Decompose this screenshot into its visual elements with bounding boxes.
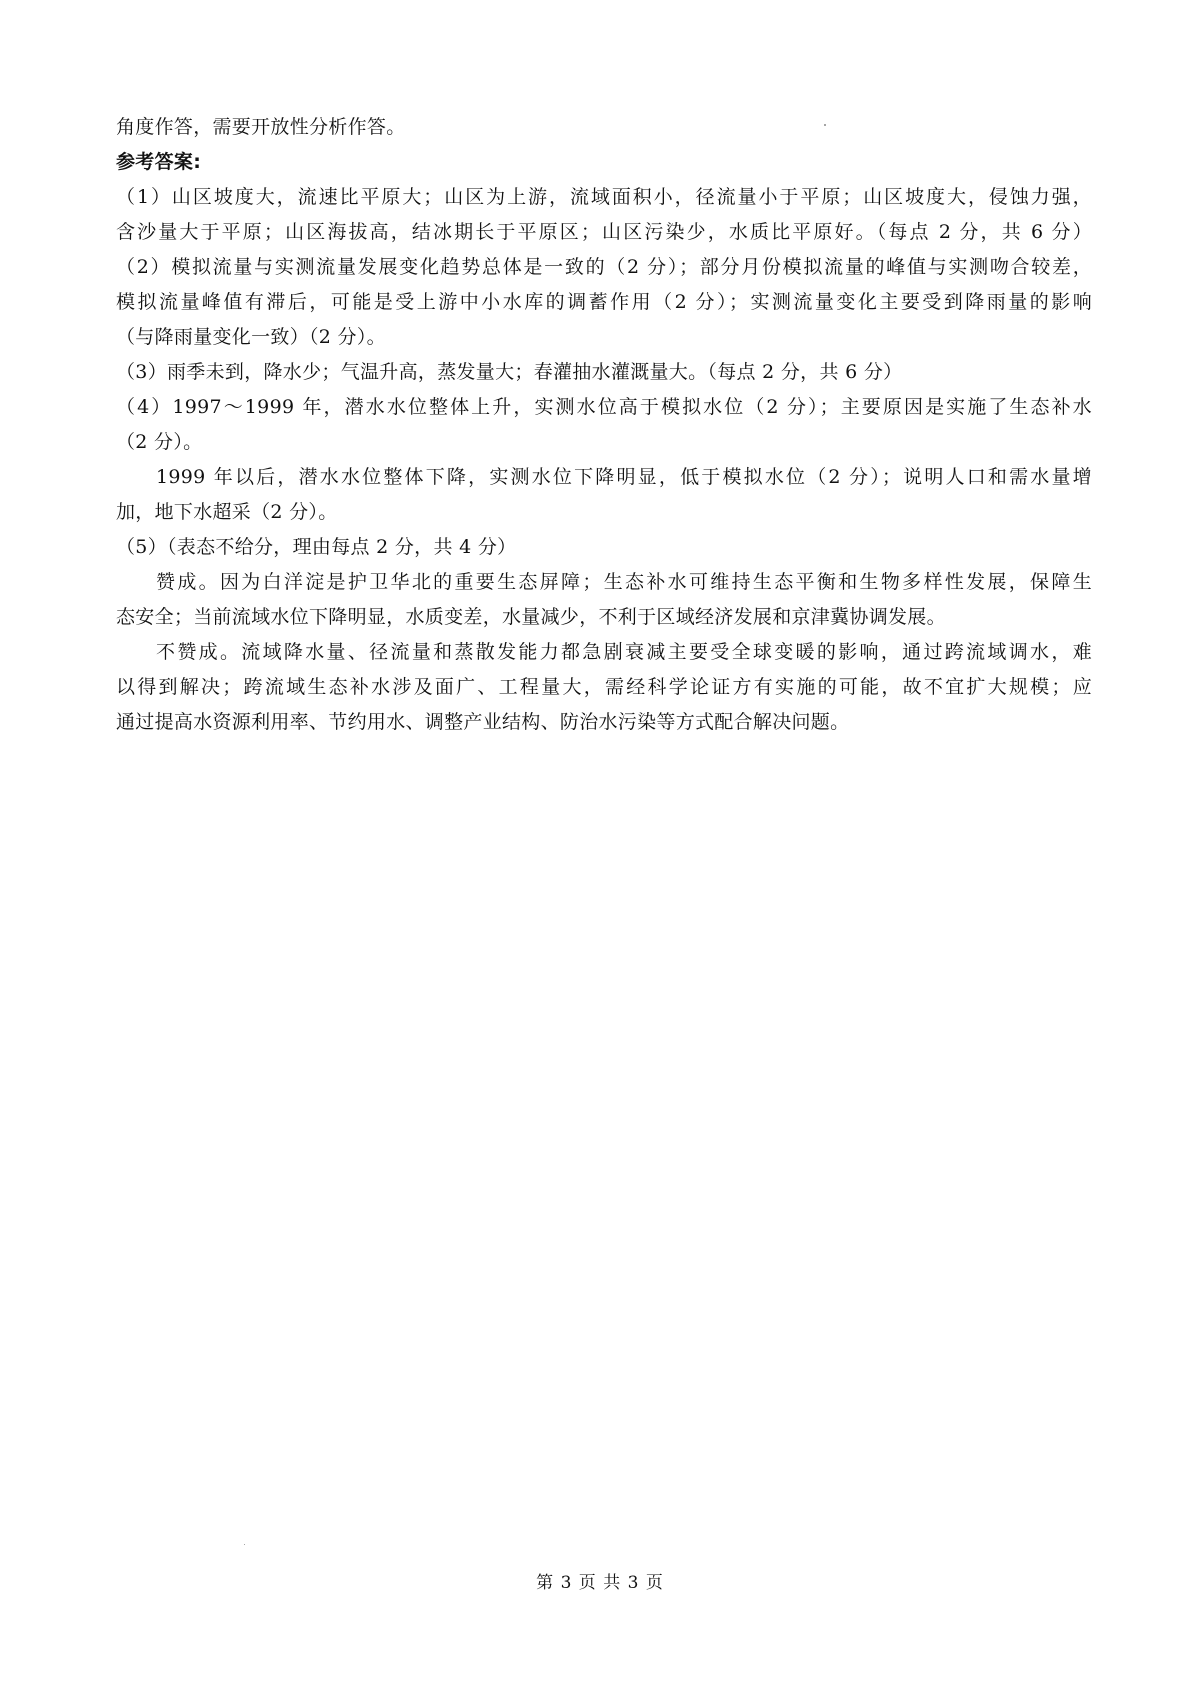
- q4-line-1: （4）1997～1999 年，潜水水位整体上升，实测水位高于模拟水位（2 分）；主要原因是实施了生态补水: [116, 396, 1092, 418]
- q2-line-2: 模拟流量峰值有滞后，可能是受上游中小水库的调蓄作用（2 分）；实测流量变化主要受到降雨量的影响: [116, 291, 1092, 313]
- q4-line-3: 1999 年以后，潜水水位整体下降，实测水位下降明显，低于模拟水位（2 分）；说明人口和需水量增: [156, 466, 1092, 488]
- q5-disagree-line-3: 通过提高水资源利用率、节约用水、调整产业结构、防治水污染等方式配合解决问题。: [116, 711, 850, 733]
- intro-text: 角度作答，需要开放性分析作答。: [116, 116, 406, 138]
- page-number-footer: 第 3 页 共 3 页: [536, 1573, 664, 1593]
- answer-document: [116, 110, 1092, 740]
- scan-speck: [244, 1544, 245, 1545]
- reference-answer-heading: 参考答案:: [116, 151, 202, 173]
- q5-agree-line-2: 态安全；当前流域水位下降明显，水质变差，水量减少，不利于区域经济发展和京津冀协调发展。: [116, 606, 946, 628]
- q5-line-1: （5）（表态不给分，理由每点 2 分，共 4 分）: [116, 536, 517, 558]
- q2-line-1: （2）模拟流量与实测流量发展变化趋势总体是一致的（2 分）；部分月份模拟流量的峰值与实测吻合较差，: [116, 256, 1092, 278]
- answer-q2: [116, 250, 1092, 355]
- q5-agree-line-1: 赞成。因为白洋淀是护卫华北的重要生态屏障；生态补水可维持生态平衡和生物多样性发展，保障生: [156, 571, 1092, 593]
- q5-disagree-line-2: 以得到解决；跨流域生态补水涉及面广、工程量大，需经科学论证方有实施的可能，故不宜扩大规模；应: [116, 676, 1092, 698]
- scan-speck: [824, 124, 826, 126]
- answer-q3: [116, 355, 1092, 390]
- answer-q1: [116, 180, 1092, 250]
- q1-line-2: 含沙量大于平原；山区海拔高，结冰期长于平原区；山区污染少，水质比平原好。（每点 2 分，共 6 分）: [116, 221, 1092, 243]
- q2-line-3: （与降雨量变化一致）（2 分）。: [116, 326, 386, 348]
- q4-line-4: 加，地下水超采（2 分）。: [116, 501, 338, 523]
- q5-disagree-line-1: 不赞成。流域降水量、径流量和蒸散发能力都急剧衰减主要受全球变暖的影响，通过跨流域调水，难: [156, 641, 1092, 663]
- q1-line-1: （1）山区坡度大，流速比平原大；山区为上游，流域面积小，径流量小于平原；山区坡度大，侵蚀力强，: [116, 186, 1092, 208]
- answer-q4: [116, 390, 1092, 530]
- q3-line-1: （3）雨季未到，降水少；气温升高，蒸发量大；春灌抽水灌溉量大。（每点 2 分，共 6 分）: [116, 361, 903, 383]
- answer-q5: [116, 530, 1092, 740]
- q4-line-2: （2 分）。: [116, 431, 203, 453]
